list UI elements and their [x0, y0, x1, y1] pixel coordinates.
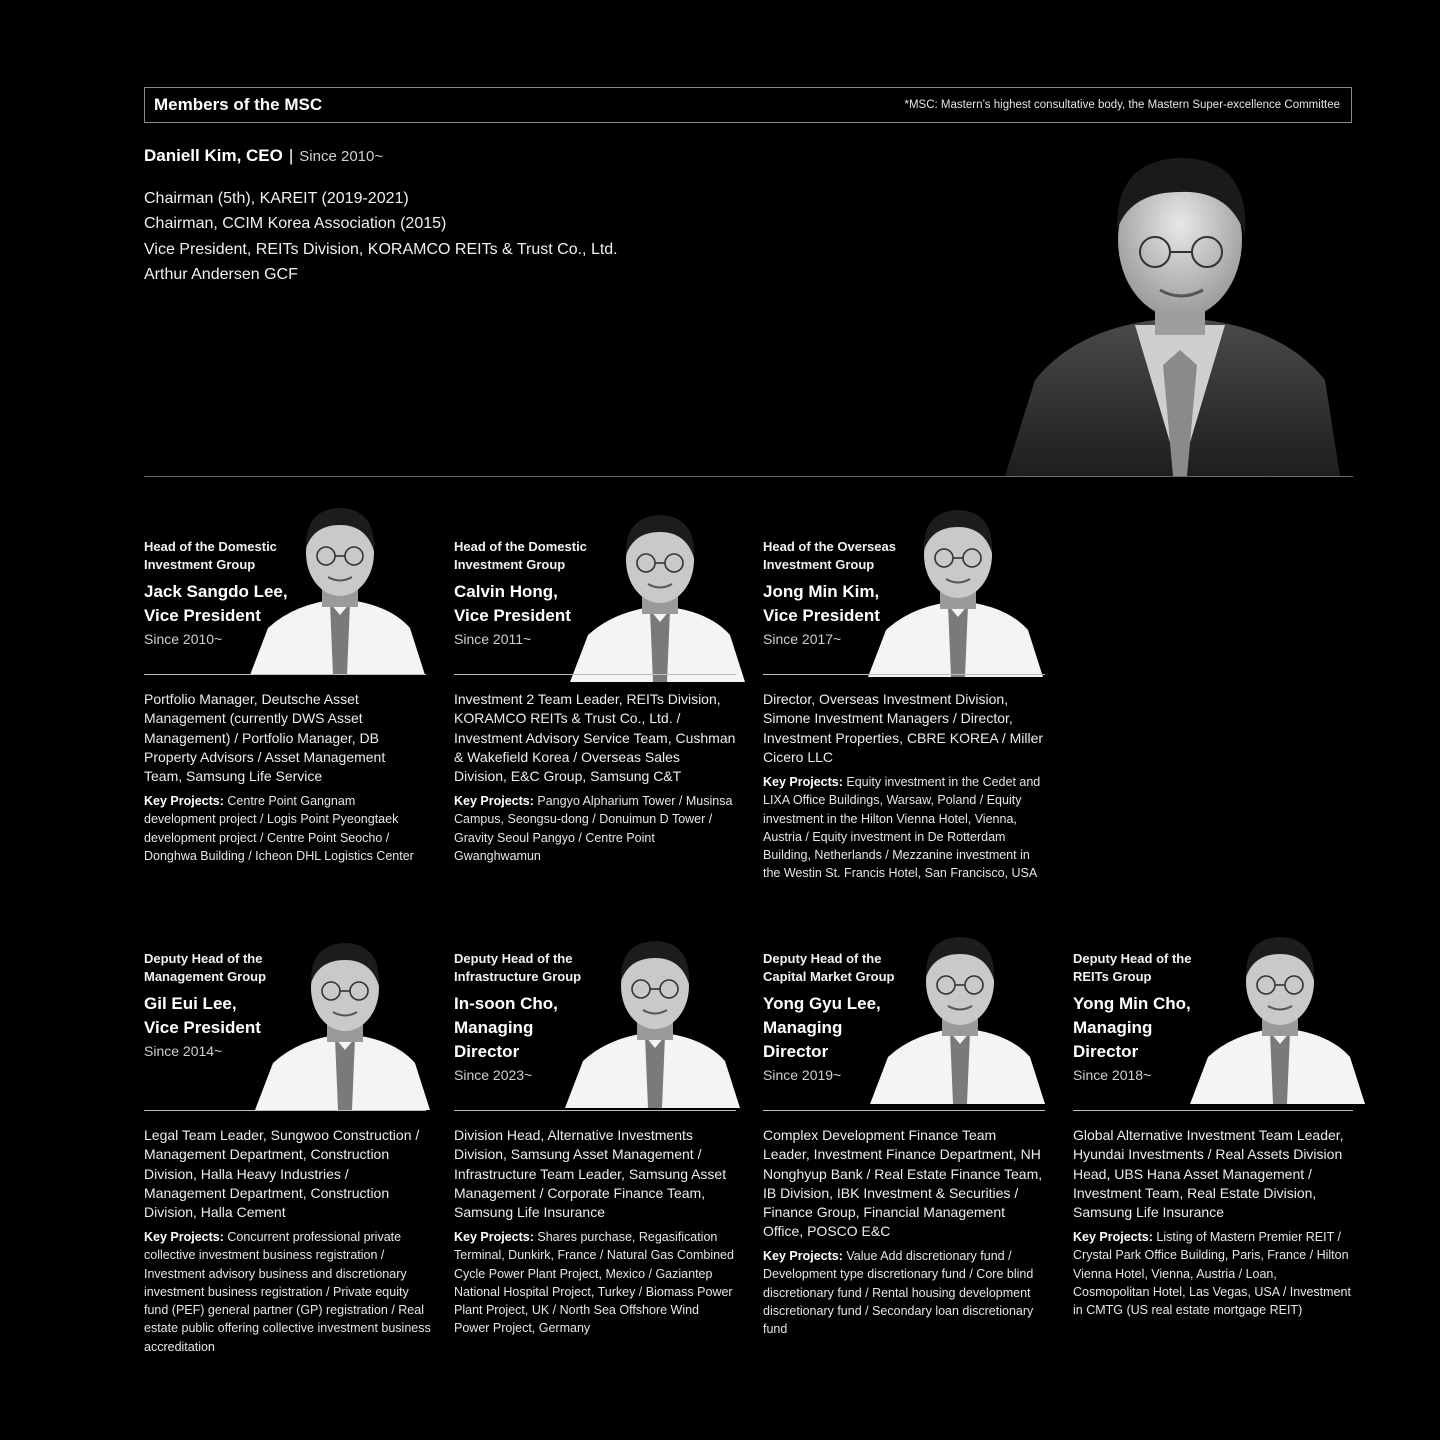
ceo-name-line — [144, 146, 383, 166]
key-projects-text: Concurrent professional private collective investment business registration / Investment advisory business and discretionary investment business registration / Private equity fund (PEF) general partner (GP) registration / Real estate public offering collective investment business accreditation — [144, 1230, 431, 1354]
member-divider — [763, 674, 1045, 675]
ceo-career-item: Vice President, REITs Division, KORAMCO REITs & Trust Co., Ltd. — [144, 240, 618, 258]
member-role-line: Deputy Head of the — [763, 951, 882, 966]
member-bio: Division Head, Alternative Investments Division, Samsung Asset Management / Infrastructure Team Leader, Samsung Asset Management / Corporate Finance Team, Samsung Life Insurance — [454, 1127, 727, 1221]
member-role-line: Deputy Head of the — [1073, 951, 1192, 966]
key-projects-text: Equity investment in the Cedet and LIXA Office Buildings, Warsaw, Poland / Equity investment in the Hilton Vienna Hotel, Vienna, Austria / Equity investment in De Rotterdam Building, Netherlands / Mezzanine investment in the Westin St. Francis Hotel, San Francisco, USA — [763, 775, 1041, 881]
member-role-line: Deputy Head of the — [144, 951, 263, 966]
member-name-line: Director — [1073, 1042, 1139, 1061]
key-projects-label: Key Projects: — [763, 1249, 843, 1263]
member-divider — [454, 674, 736, 675]
member-card — [1073, 950, 1355, 1085]
member-name-line: Gil Eui Lee, — [144, 994, 237, 1013]
member-name-line: Director — [763, 1042, 829, 1061]
member-card — [144, 950, 426, 1061]
member-name-line: Managing — [454, 1018, 534, 1037]
ceo-career-list — [144, 186, 618, 287]
member-divider — [1073, 1110, 1353, 1111]
member-name-line: Vice President — [144, 606, 261, 625]
member-since: Since 2023~ — [454, 1067, 533, 1083]
member-key-projects — [144, 792, 426, 865]
member-bio: Portfolio Manager, Deutsche Asset Management (currently DWS Asset Management) / Portfolio Manager, DB Property Advisors / Asset Management Team, Samsung Life Service — [144, 691, 386, 785]
ceo-name: Daniell Kim, CEO — [144, 146, 283, 165]
member-role-line: Investment Group — [763, 557, 875, 572]
member-name-line: Yong Gyu Lee, — [763, 994, 881, 1013]
member-divider — [763, 1110, 1045, 1111]
member-name-line: Jack Sangdo Lee, — [144, 582, 288, 601]
member-role — [144, 538, 426, 574]
member-card — [144, 538, 426, 649]
key-projects-text: Pangyo Alpharium Tower / Musinsa Campus, Seongsu-dong / Donuimun D Tower / Gravity Seoul Pangyo / Centre Point Gwanghwamun — [454, 794, 733, 863]
ceo-career-item: Chairman, CCIM Korea Association (2015) — [144, 215, 447, 233]
member-key-projects — [454, 792, 736, 865]
member-role-line: Head of the Domestic — [144, 539, 277, 554]
member-since: Since 2014~ — [144, 1043, 223, 1059]
member-name-line: Vice President — [454, 606, 571, 625]
header-box — [144, 87, 1352, 123]
member-bio: Legal Team Leader, Sungwoo Construction / Management Department, Construction Division, Halla Heavy Industries / Management Department, Construction Division, Halla Cement — [144, 1127, 420, 1221]
member-role-line: REITs Group — [1073, 969, 1152, 984]
key-projects-label: Key Projects: — [763, 775, 843, 789]
member-name-line: Vice President — [763, 606, 880, 625]
member-role-line: Investment Group — [454, 557, 566, 572]
member-bio: Investment 2 Team Leader, REITs Division, KORAMCO REITs & Trust Co., Ltd. / Investment Advisory Service Team, Cushman & Wakefield Korea / Overseas Sales Division, E&C Group, Samsung C&T — [454, 691, 736, 785]
member-name — [454, 580, 736, 628]
member-divider — [144, 674, 426, 675]
member-role — [454, 538, 736, 574]
member-divider — [144, 1110, 426, 1111]
member-since: Since 2018~ — [1073, 1067, 1152, 1083]
member-role-line: Management Group — [144, 969, 267, 984]
member-bio: Director, Overseas Investment Division, Simone Investment Managers / Director, Investment Properties, CBRE KOREA / Miller Cicero LLC — [763, 691, 1044, 765]
ceo-separator: | — [288, 146, 294, 165]
member-name-line: Vice President — [144, 1018, 261, 1037]
member-name-line: Jong Min Kim, — [763, 582, 880, 601]
ceo-since: Since 2010~ — [299, 148, 384, 165]
member-card — [454, 538, 736, 649]
member-name-line: Director — [454, 1042, 520, 1061]
page-title: Members of the MSC — [154, 95, 323, 114]
key-projects-label: Key Projects: — [144, 1230, 224, 1244]
member-role-line: Head of the Domestic — [454, 539, 587, 554]
ceo-portrait — [1005, 150, 1345, 476]
member-bio: Global Alternative Investment Team Leader, Hyundai Investments / Real Assets Division Head, UBS Hana Asset Management / Investment Team, Real Estate Division, Samsung Life Insurance — [1073, 1127, 1344, 1221]
member-name — [763, 580, 1045, 628]
member-role-line: Deputy Head of the — [454, 951, 573, 966]
key-projects-text: Shares purchase, Regasification Terminal, Dunkirk, France / Natural Gas Combined Cycle Power Plant Project, Mexico / Gaziantep National Hospital Project, Turkey / Biomass Power Plant Project, UK / North Sea Offshore Wind Power Project, Germany — [454, 1230, 734, 1336]
member-role — [763, 538, 1045, 574]
member-name — [144, 580, 426, 628]
key-projects-label: Key Projects: — [454, 794, 534, 808]
header-footnote: *MSC: Mastern’s highest consultative body, the Mastern Super-excellence Committee — [904, 99, 1340, 111]
member-key-projects — [1073, 1228, 1355, 1319]
member-key-projects — [144, 1228, 432, 1356]
ceo-career-item: Arthur Andersen GCF — [144, 265, 298, 283]
member-key-projects — [763, 1247, 1045, 1338]
member-card — [454, 950, 736, 1085]
key-projects-text: Value Add discretionary fund / Development type discretionary fund / Core blind discretionary fund / Rental housing development discretionary fund / Secondary loan discretionary fund — [763, 1249, 1034, 1337]
member-since: Since 2011~ — [454, 631, 532, 647]
member-role-line: Capital Market Group — [763, 969, 895, 984]
member-since: Since 2017~ — [763, 631, 842, 647]
key-projects-text: Listing of Mastern Premier REIT / Crystal Park Office Building, Paris, France / Hilton Vienna Hotel, Vienna, Austria / Loan, Cosmopolitan Hotel, Las Vegas, USA / Investment in CMTG (US real estate mortgage REIT) — [1073, 1230, 1351, 1318]
member-name-line: Calvin Hong, — [454, 582, 558, 601]
member-divider — [454, 1110, 736, 1111]
member-card — [763, 950, 1045, 1085]
member-name — [144, 992, 426, 1040]
member-name — [763, 992, 1045, 1064]
ceo-career-item: Chairman (5th), KAREIT (2019-2021) — [144, 190, 409, 207]
member-role — [454, 950, 736, 986]
member-name-line: In-soon Cho, — [454, 994, 558, 1013]
member-role-line: Infrastructure Group — [454, 969, 582, 984]
key-projects-label: Key Projects: — [1073, 1230, 1153, 1244]
member-name-line: Managing — [763, 1018, 843, 1037]
member-role-line: Head of the Overseas — [763, 539, 896, 554]
section-divider — [144, 476, 1353, 477]
member-name — [454, 992, 736, 1064]
member-since: Since 2019~ — [763, 1067, 842, 1083]
member-role — [1073, 950, 1355, 986]
member-since: Since 2010~ — [144, 631, 223, 647]
member-role-line: Investment Group — [144, 557, 256, 572]
member-bio: Complex Development Finance Team Leader, Investment Finance Department, NH Nonghyup Bank / Real Estate Finance Team, IB Division, IBK Investment & Securities / Finance Group, Financial Management Office, POSCO E&C — [763, 1127, 1043, 1240]
member-card — [763, 538, 1045, 649]
member-role — [144, 950, 426, 986]
member-key-projects — [454, 1228, 736, 1338]
member-name-line: Managing — [1073, 1018, 1153, 1037]
member-name — [1073, 992, 1355, 1064]
member-key-projects — [763, 773, 1045, 883]
key-projects-text: Centre Point Gangnam development project / Logis Point Pyeongtaek development project / Centre Point Seocho / Donghwa Building / Icheon DHL Logistics Center — [144, 794, 414, 863]
member-role — [763, 950, 1045, 986]
key-projects-label: Key Projects: — [454, 1230, 534, 1244]
member-name-line: Yong Min Cho, — [1073, 994, 1191, 1013]
key-projects-label: Key Projects: — [144, 794, 224, 808]
